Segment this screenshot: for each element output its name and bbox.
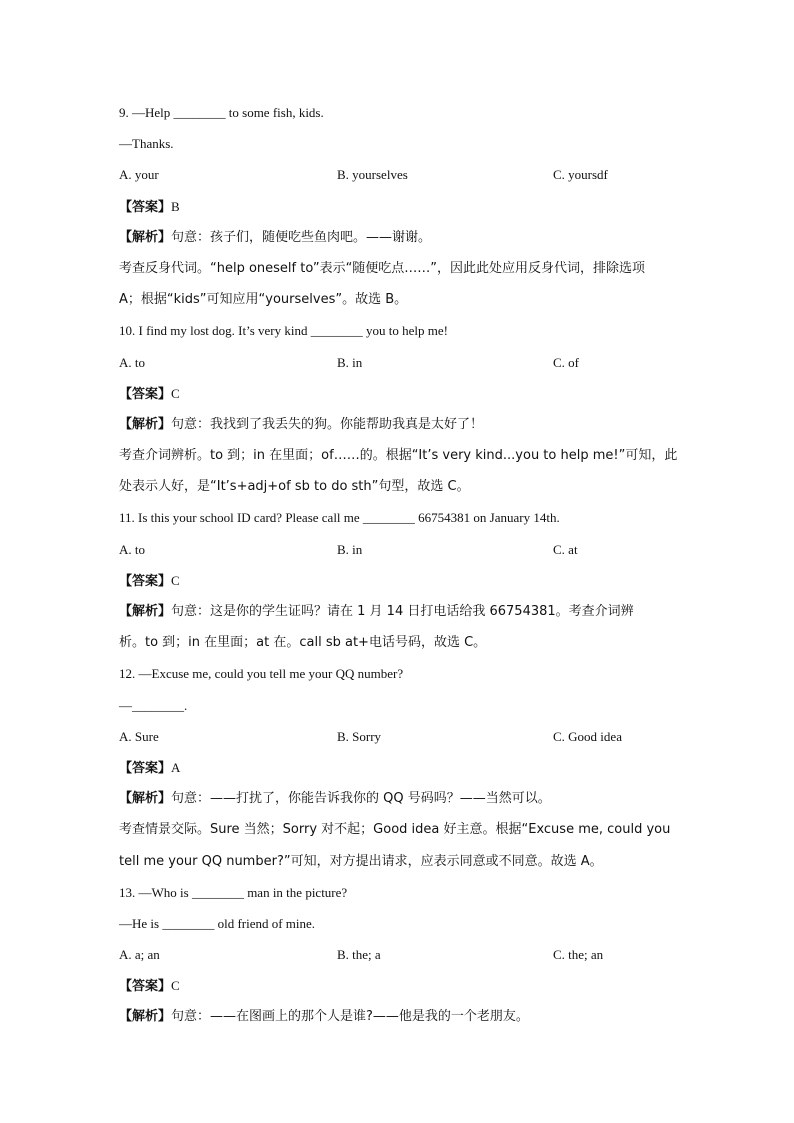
analysis-tag: 【解析】	[119, 791, 172, 807]
question-10-analysis-2: 考查介词辨析。to 到；in 在里面；of……的。根据“It’s very kind...you to help me!”可知，此	[119, 448, 678, 464]
option-a: A. Sure	[119, 728, 159, 744]
question-12-reply: —________.	[119, 697, 188, 713]
question-12-stem: 12. —Excuse me, could you tell me your QQ number?	[119, 666, 404, 682]
option-a: A. your	[119, 167, 159, 183]
option-c: C. of	[553, 354, 579, 370]
question-9-analysis-3: A；根据“kids”可知应用“yourselves”。故选 B。	[119, 292, 408, 308]
question-10-options	[119, 352, 679, 383]
option-b: B. in	[337, 541, 363, 557]
analysis-text: 句意：——在图画上的那个人是谁?——他是我的一个老朋友。	[171, 1009, 529, 1025]
answer-value: C	[171, 978, 180, 994]
option-a: A. a; an	[119, 947, 160, 963]
question-9-answer	[119, 196, 679, 227]
worksheet	[119, 102, 679, 1038]
question-11-answer	[119, 570, 679, 601]
option-b: B. yourselves	[337, 167, 408, 183]
question-10-analysis-1	[119, 414, 679, 445]
answer-value: B	[171, 198, 180, 214]
question-13-analysis-1	[119, 1006, 679, 1037]
option-c: C. at	[553, 541, 578, 557]
question-13-options	[119, 944, 679, 975]
question-10-analysis-3: 处表示人好，是“It’s+adj+of sb to do sth”句型，故选 C。	[119, 479, 470, 495]
question-12-answer	[119, 757, 679, 788]
question-11-analysis-2: 析。to 到；in 在里面；at 在。call sb at+电话号码，故选 C。	[119, 635, 487, 651]
question-10-answer	[119, 383, 679, 414]
question-13-stem: 13. —Who is ________ man in the picture?	[119, 884, 348, 900]
option-c: C. Good idea	[553, 728, 622, 744]
question-12-analysis-2: 考查情景交际。Sure 当然；Sorry 对不起；Good idea 好主意。根据“Excuse me, could you	[119, 822, 671, 838]
analysis-text: 句意：我找到了我丢失的狗。你能帮助我真是太好了！	[171, 416, 484, 432]
answer-tag: 【答案】	[119, 573, 172, 589]
question-12-options	[119, 726, 679, 757]
option-b: B. the; a	[337, 947, 381, 963]
option-a: A. to	[119, 354, 145, 370]
question-9-options	[119, 164, 679, 195]
question-12-analysis-3: tell me your QQ number?”可知，对方提出请求，应表示同意或不同意。故选 A。	[119, 853, 603, 869]
analysis-tag: 【解析】	[119, 604, 172, 619]
option-c: C. the; an	[553, 947, 604, 963]
question-11-stem: 11. Is this your school ID card? Please call me ________ 66754381 on January 14th.	[119, 510, 560, 526]
question-10-stem: 10. I find my lost dog. It’s very kind ________ you to help me!	[119, 323, 448, 339]
analysis-tag: 【解析】	[119, 229, 172, 245]
analysis-tag: 【解析】	[119, 416, 172, 432]
option-b: B. Sorry	[337, 728, 382, 744]
option-b: B. in	[337, 354, 363, 370]
option-a: A. to	[119, 541, 145, 557]
answer-value: C	[171, 385, 180, 401]
question-13-reply: —He is ________ old friend of mine.	[119, 915, 316, 931]
answer-tag: 【答案】	[119, 386, 172, 402]
question-12-analysis-1	[119, 788, 679, 819]
analysis-text: 句意：孩子们，随便吃些鱼肉吧。——谢谢。	[171, 229, 432, 245]
question-9-stem: 9. —Help ________ to some fish, kids.	[119, 105, 324, 120]
question-13-answer	[119, 975, 679, 1006]
option-c: C. yoursdf	[553, 167, 608, 183]
question-9-analysis-1	[119, 227, 679, 258]
question-11-analysis-1	[119, 601, 679, 632]
answer-tag: 【答案】	[119, 760, 172, 776]
answer-value: A	[171, 759, 181, 775]
analysis-text: 句意：——打扰了，你能告诉我你的 QQ 号码吗？——当然可以。	[171, 791, 551, 807]
answer-value: C	[171, 572, 180, 588]
question-9-reply: —Thanks.	[119, 136, 174, 152]
analysis-text: 句意：这是你的学生证吗？请在 1 月 14 日打电话给我 66754381。考查介词辨	[171, 604, 634, 619]
question-11-options	[119, 539, 679, 570]
answer-tag: 【答案】	[119, 199, 172, 215]
question-9-analysis-2: 考查反身代词。“help oneself to”表示“随便吃点……”，因此此处应用反身代词，排除选项	[119, 260, 646, 276]
analysis-tag: 【解析】	[119, 1009, 172, 1025]
answer-tag: 【答案】	[119, 979, 172, 995]
